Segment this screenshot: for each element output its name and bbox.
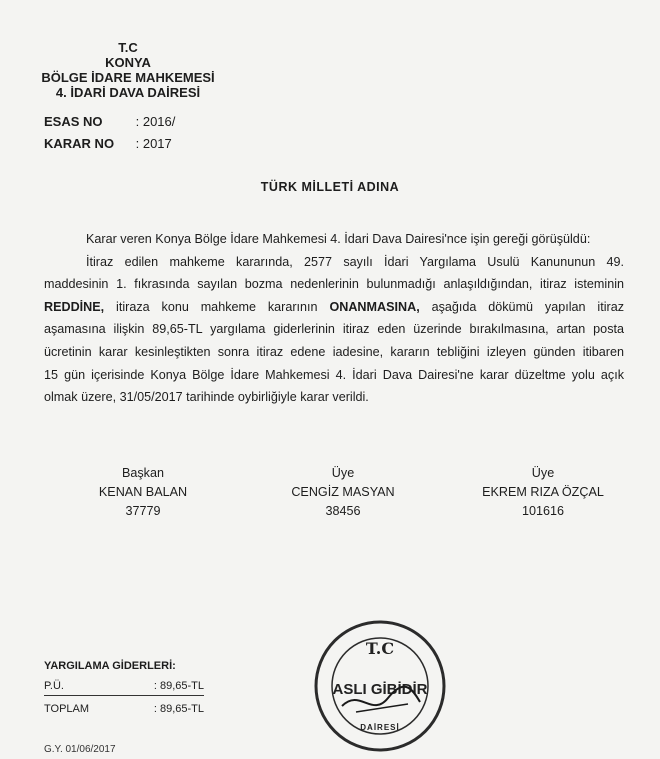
body-line: olmak üzere, 31/05/2017 tarihinde oybirliğiyle karar verildi. — [44, 390, 369, 405]
signature-role: Üye — [531, 466, 555, 480]
header-court: BÖLGE İDARE MAHKEMESİ — [41, 70, 215, 85]
stamp-bottom-text: DAİRESİ — [360, 723, 400, 732]
karar-value: : 2017 — [135, 136, 172, 151]
signature-role: Başkan — [121, 466, 164, 480]
official-stamp — [312, 618, 448, 754]
verdict-onanmasina: ONANMASINA, — [329, 299, 420, 314]
signature-name: EKREM RIZA ÖZÇAL — [482, 485, 604, 499]
body-line: Karar veren Konya Bölge İdare Mahkemesi 4. İdari Dava Dairesi'nce işin gereği görüşüldü: — [86, 232, 591, 246]
stamp-top-text: T.C — [365, 639, 395, 658]
body-line: İtiraz edilen mahkeme kararında, 2577 sayılı İdari Yargılama Usulü Kanununun 49. — [86, 254, 624, 269]
header-tc: T.C — [118, 40, 138, 55]
body-line: ücretinin karar kesinleştikten sonra itiraz edene iadesine, kararın tebliğini izleyen günden itibaren — [44, 344, 624, 359]
cost-value: : 89,65-TL — [153, 680, 204, 692]
signature-number: 101616 — [521, 504, 565, 518]
decision-body — [44, 228, 624, 409]
verdict-text: itiraza konu mahkeme kararının — [104, 299, 330, 314]
body-line-verdict — [44, 296, 624, 319]
signature-president — [58, 464, 228, 521]
karar-label: KARAR NO — [44, 136, 115, 151]
signature-number: 37779 — [125, 504, 161, 518]
document-title: TÜRK MİLLETİ ADINA — [260, 180, 400, 194]
signature-role: Üye — [331, 466, 355, 480]
court-header — [28, 40, 228, 100]
signature-member-1 — [258, 464, 428, 521]
stamp-middle-text: ASLI GİBİDİR — [332, 681, 428, 698]
signature-underline — [356, 704, 408, 712]
body-line: 15 gün içerisinde Konya Bölge İdare Mahkemesi 4. İdari Dava Dairesi'ne karar düzeltme yolu açık — [44, 367, 624, 382]
cost-row — [44, 701, 204, 717]
header-city: KONYA — [105, 55, 151, 70]
cost-value: : 89,65-TL — [153, 703, 204, 715]
cost-name: TOPLAM — [44, 703, 90, 715]
signature-name: CENGİZ MASYAN — [291, 485, 395, 499]
body-line: aşamasına ilişkin 89,65-TL yargılama giderlerinin itiraz eden üzerinde bırakılmasına, artan posta — [44, 322, 624, 337]
header-chamber: 4. İDARİ DAVA DAİRESİ — [55, 85, 201, 100]
verdict-text-end: aşağıda dökümü yapılan itiraz — [419, 299, 624, 314]
cost-name: P.Ü. — [44, 680, 64, 692]
body-line: maddesinin 1. fıkrasında sayılan bozma nedenlerinin bulunmadığı anlaşıldığından, itiraz isteminin — [44, 277, 624, 292]
karar-row — [44, 136, 172, 151]
esas-value: : 2016/ — [135, 114, 176, 129]
court-costs — [44, 660, 204, 717]
esas-label: ESAS NO — [44, 114, 103, 129]
esas-row — [44, 114, 175, 129]
cost-row — [44, 678, 204, 696]
signature-number: 38456 — [325, 504, 361, 518]
verdict-reddine: REDDİNE, — [44, 299, 105, 314]
signature-name: KENAN BALAN — [98, 485, 188, 499]
signature-member-2 — [458, 464, 628, 521]
footer-date: G.Y. 01/06/2017 — [44, 744, 116, 755]
costs-heading: YARGILAMA GİDERLERİ: — [44, 660, 176, 672]
